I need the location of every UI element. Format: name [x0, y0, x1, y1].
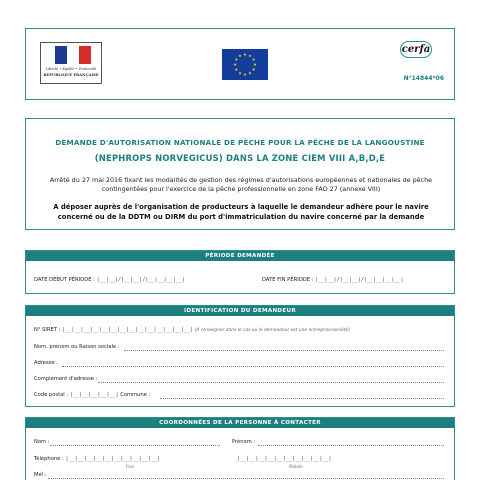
- commune-input[interactable]: [160, 398, 444, 399]
- siret-hint: (A renseigner dans le cas où le demandeur est une entreprise/société): [194, 328, 350, 333]
- contact-prenom-input[interactable]: [258, 445, 444, 446]
- mel-input[interactable]: [48, 478, 444, 479]
- title-block: [25, 118, 455, 230]
- telephone-label: Téléphone :: [34, 456, 64, 462]
- mobile-caption: Mobile: [289, 464, 303, 469]
- rf-name: RÉPUBLIQUE FRANÇAISE: [43, 73, 99, 77]
- section-periode: [25, 250, 455, 294]
- form-title-line2: (NEPHROPS NORVEGICUS) DANS LA ZONE CIEM VIII A,B,D,E: [94, 153, 386, 163]
- date-debut-row: [34, 277, 185, 283]
- siret-input[interactable]: |__|__|__|__|__|__|__|__|__|__|__|__|__|__|: [62, 327, 194, 333]
- eu-star-icon: [248, 54, 251, 57]
- cerfa-logo: cerfa: [400, 41, 432, 58]
- date-debut-input[interactable]: |__|__|/|__|__|/|__|__|__|__|: [96, 277, 185, 283]
- arrete-reference: Arrêté du 27 mai 2016 fixant les modalités de gestion des régimes d'autorisations européennes et nationales de pêche contingentées pour l'exercice de la pêche professionnelle en zone FAO 27 (annexe VIII): [49, 176, 433, 193]
- date-fin-label: DATE FIN PÉRIODE :: [262, 277, 314, 283]
- eu-star-icon: [233, 63, 236, 66]
- mel-label: Mél :: [34, 472, 47, 478]
- telephone-row: [34, 456, 160, 462]
- fixe-caption: Fixe: [126, 464, 135, 469]
- eu-star-icon: [252, 58, 255, 61]
- eu-star-icon: [243, 73, 246, 76]
- eu-star-icon: [235, 58, 238, 61]
- eu-star-icon: [253, 63, 256, 66]
- eu-star-icon: [248, 72, 251, 75]
- commune-label: Commune :: [120, 392, 151, 398]
- section-header-identification: IDENTIFICATION DU DEMANDEUR: [26, 306, 454, 316]
- rf-motto: Liberté • Égalité • Fraternité: [45, 67, 97, 71]
- section-header-periode: PÉRIODE DEMANDÉE: [26, 251, 454, 261]
- siret-label: N° SIRET :: [34, 327, 61, 333]
- date-fin-input[interactable]: |__|__|/|__|__|/|__|__|__|__|: [315, 277, 404, 283]
- french-flag-icon: [55, 46, 91, 64]
- contact-nom-input[interactable]: [50, 445, 220, 446]
- adresse-label: Adresse :: [34, 360, 58, 366]
- date-debut-label: DATE DÉBUT PÉRIODE :: [34, 277, 95, 283]
- eu-star-icon: [235, 68, 238, 71]
- telephone-fixe-input[interactable]: |__|__|__|__|__|__|__|__|__|__|: [65, 456, 160, 462]
- adresse-input[interactable]: [62, 366, 444, 367]
- contact-prenom-label: Prénom :: [232, 439, 256, 445]
- telephone-mobile-input[interactable]: |__|__|__|__|__|__|__|__|__|__|: [237, 456, 332, 462]
- eu-star-icon: [243, 53, 246, 56]
- form-header: [25, 28, 455, 100]
- form-number: N°14844*06: [403, 75, 444, 82]
- complement-adresse-label: Complément d'adresse :: [34, 376, 98, 382]
- section-header-contact: COORDONNÉES DE LA PERSONNE À CONTACTER: [26, 418, 454, 428]
- nom-raison-label: Nom, prénom ou Raison sociale :: [34, 344, 120, 350]
- eu-star-icon: [252, 68, 255, 71]
- date-fin-row: [262, 277, 403, 283]
- eu-flag-icon: [222, 49, 268, 80]
- contact-nom-label: Nom :: [34, 439, 50, 445]
- eu-star-icon: [238, 54, 241, 57]
- siret-row: [34, 327, 350, 333]
- complement-adresse-input[interactable]: [98, 382, 444, 383]
- deposit-instructions: A déposer auprès de l'organisation de producteurs à laquelle le demandeur adhère pour le navire concerné ou de la DDTM ou DIRM du port d'immatriculation du navire concerné par la demande: [53, 203, 429, 221]
- section-identification: [25, 305, 455, 407]
- eu-star-icon: [238, 72, 241, 75]
- code-postal-input[interactable]: |__|__|__|__|__|: [69, 392, 119, 398]
- nom-raison-input[interactable]: [124, 350, 444, 351]
- code-postal-row: [34, 392, 150, 398]
- form-title-line1: DEMANDE D'AUTORISATION NATIONALE DE PÊCHE POUR LA PÊCHE DE LA LANGOUSTINE: [55, 138, 425, 147]
- section-contact: [25, 417, 455, 480]
- code-postal-label: Code postal :: [34, 392, 69, 398]
- republique-francaise-logo: [40, 42, 102, 84]
